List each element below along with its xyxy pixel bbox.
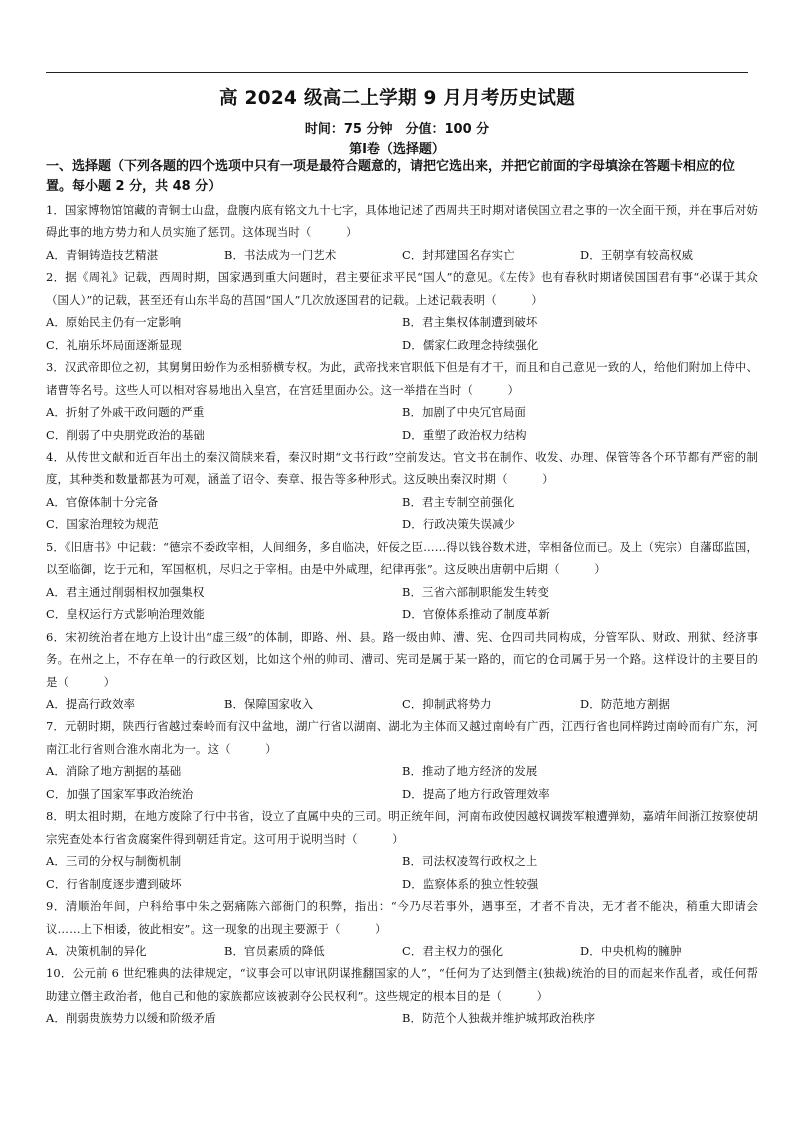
question-9: [46, 895, 758, 962]
option-B: B．防范个人独裁并维护城邦政治秩序: [402, 1011, 596, 1026]
option-C: C．加强了国家军事政治统治: [46, 786, 194, 801]
option-C: C．削弱了中央朋党政治的基础: [46, 427, 205, 442]
question-3: [46, 356, 758, 446]
question-7: [46, 715, 758, 805]
option-A: A．原始民主仍有一定影响: [46, 315, 182, 330]
option-A: A．削弱贵族势力以缓和阶级矛盾: [46, 1011, 216, 1026]
option-B: B．官员素质的降低: [224, 943, 325, 958]
option-C: C．行省制度逐步遭到破坏: [46, 876, 182, 891]
option-group: [46, 850, 758, 895]
option-B: B．书法成为一门艺术: [224, 247, 337, 262]
question-stem: 4．从传世文献和近百年出土的秦汉简牍来看，秦汉时期“文书行政”空前发达。官文书在制作、收发、办理、保管等各个环节都有严密的制度，其种类和数量都甚为可观，涵盖了诏令、奏章、报告等多种形式。这反映出秦汉时期（ ）: [46, 449, 758, 487]
option-A: A．青铜铸造技艺精湛: [46, 247, 159, 262]
option-C: C．君主权力的强化: [402, 943, 504, 958]
option-D: D．重塑了政治权力结构: [402, 427, 527, 442]
option-group: [46, 581, 758, 626]
option-group: [46, 311, 758, 356]
option-group: [46, 401, 758, 446]
option-group: [46, 940, 758, 962]
option-D: D．儒家仁政理念持续强化: [402, 337, 539, 352]
question-4: [46, 446, 758, 536]
option-C: C．封邦建国名存实亡: [402, 247, 515, 262]
option-A: A．三司的分权与制衡机制: [46, 854, 182, 869]
option-D: D．王朝享有较高权威: [580, 247, 694, 262]
question-2: [46, 266, 758, 356]
option-C: C．国家治理较为规范: [46, 517, 159, 532]
option-group: [46, 1007, 758, 1029]
option-D: D．中央机构的臃肿: [580, 943, 682, 958]
option-A: A．折射了外戚干政问题的严重: [46, 405, 205, 420]
question-stem: 9．清顺治年间，户科给事中朱之弼痛陈六部衙门的积弊，指出：“今乃尽若事外，遇事至，才者不肯决，无才者不能决，稍重大即请会议……上下相诿，彼此相安”。这一现象的出现主要源于（ ）: [46, 899, 758, 936]
question-list: [46, 199, 758, 1030]
option-A: A．官僚体制十分完备: [46, 494, 159, 509]
question-5: [46, 536, 758, 626]
option-D: D．防范地方割据: [580, 696, 671, 711]
option-A: A．提高行政效率: [46, 696, 136, 711]
exam-time-score: 时间：75 分钟 分值：100 分: [304, 122, 490, 137]
option-B: B．三省六部制职能发生转变: [402, 584, 550, 599]
option-C: C．礼崩乐坏局面逐渐显现: [46, 337, 182, 352]
option-B: B．推动了地方经济的发展: [402, 764, 538, 779]
option-C: C．抑制武将势力: [402, 696, 492, 711]
question-6: [46, 626, 758, 716]
question-10: [46, 962, 758, 1029]
option-group: [46, 693, 758, 715]
question-stem: 5．《旧唐书》中记载：“德宗不委政宰相，人间细务，多自临决，奸佞之臣……得以钱谷数术进，宰相备位而已。及上（宪宗）自藩邸监国，以至临御，讫于元和，军国枢机，尽归之于宰相。由是中外咸理，纪律再张”。这反映出唐朝中后期（ ）: [46, 539, 758, 577]
option-A: A．决策机制的异化: [46, 943, 147, 958]
question-8: [46, 805, 758, 895]
exam-title: 高 2024 级高二上学期 9 月月考历史试题: [218, 88, 576, 109]
section-instructions: 一、选择题（下列各题的四个选项中只有一项是最符合题意的，请把它选出来，并把它前面的字母填涂在答题卡相应的位置。每小题 2 分，共 48 分）: [46, 159, 736, 194]
question-stem: 2．据《周礼》记载，西周时期，国家遇到重大问题时，君主要征求平民“国人”的意见。《左传》也有春秋时期诸侯国国君有事“必谋于其众（国人）”的记载，甚至还有山东半岛的莒国“国人”几次放逐国君的记载。上述记载表明（ ）: [46, 270, 758, 307]
option-C: C．皇权运行方式影响治理效能: [46, 607, 205, 622]
volume-heading: 第Ⅰ卷（选择题）: [349, 142, 445, 157]
question-stem: 7．元朝时期，陕西行省越过秦岭而有汉中盆地，湖广行省以湖南、湖北为主体而又越过南岭有广西，江西行省也同样跨过南岭而有广东，河南江北行省则合淮水南北为一。这（ ）: [46, 719, 758, 756]
option-B: B．君主集权体制遭到破坏: [402, 315, 538, 330]
option-D: D．监察体系的独立性较强: [402, 876, 539, 891]
option-group: [46, 244, 758, 266]
question-stem: 8．明太祖时期，在地方废除了行中书省，设立了直属中央的三司。明正统年间，河南布政使因越权调拨军粮遭弹劾，嘉靖年间浙江按察使胡宗宪查处本行省贪腐案件得到朝廷肯定。这可用于说明当时（ ）: [46, 809, 758, 846]
option-B: B．君主专制空前强化: [402, 494, 515, 509]
question-stem: 6．宋初统治者在地方上设计出“虚三级”的体制，即路、州、县。路一级由帅、漕、宪、仓四司共同构成，分管军队、财政、刑狱、经济事务。在州之上，不存在单一的行政区划，比如这个州的帅司、漕司、宪司是属于某一路的，而它的仓司属于另一个路。这样设计的主要目的是（ ）: [46, 629, 758, 689]
option-D: D．行政决策失误减少: [402, 517, 516, 532]
option-B: B．保障国家收入: [224, 696, 314, 711]
question-stem: 10．公元前 6 世纪雅典的法律规定，“议事会可以审讯阴谋推翻国家的人”，“任何为了达到僭主(独裁)统治的目的而起来作乱者，或任何帮助建立僭主政治者，他自己和他的家族都应该被剥夺公民权利”。这些规定的根本目的是（ ）: [46, 966, 758, 1003]
option-B: B．司法权凌驾行政权之上: [402, 854, 538, 869]
option-D: D．官僚体系推动了制度革新: [402, 607, 550, 622]
question-stem: 1．国家博物馆馆藏的青铜士山盘，盘腹内底有铭文九十七字，具体地记述了西周共王时期对诸侯国立君之事的一次全面干预，并在事后对妨碍此事的地方势力和人员实施了惩罚。这体现当时（ ）: [46, 203, 758, 240]
option-D: D．提高了地方行政管理效率: [402, 786, 550, 801]
option-A: A．消除了地方割据的基础: [46, 764, 182, 779]
option-group: [46, 760, 758, 805]
question-stem: 3．汉武帝即位之初，其舅舅田蚡作为丞相骄横专权。为此，武帝找来官职低下但是有才干，而且和自己意见一致的人，给他们附加上侍中、诸曹等名号。这些人可以相对容易地出入皇宫，在宫廷里面办公。这一举措在当时（ ）: [46, 360, 758, 397]
option-A: A．君主通过削弱相权加强集权: [46, 584, 205, 599]
question-1: [46, 199, 758, 266]
header-rule: [46, 72, 748, 73]
option-group: [46, 491, 758, 536]
option-B: B．加剧了中央冗官局面: [402, 405, 526, 420]
